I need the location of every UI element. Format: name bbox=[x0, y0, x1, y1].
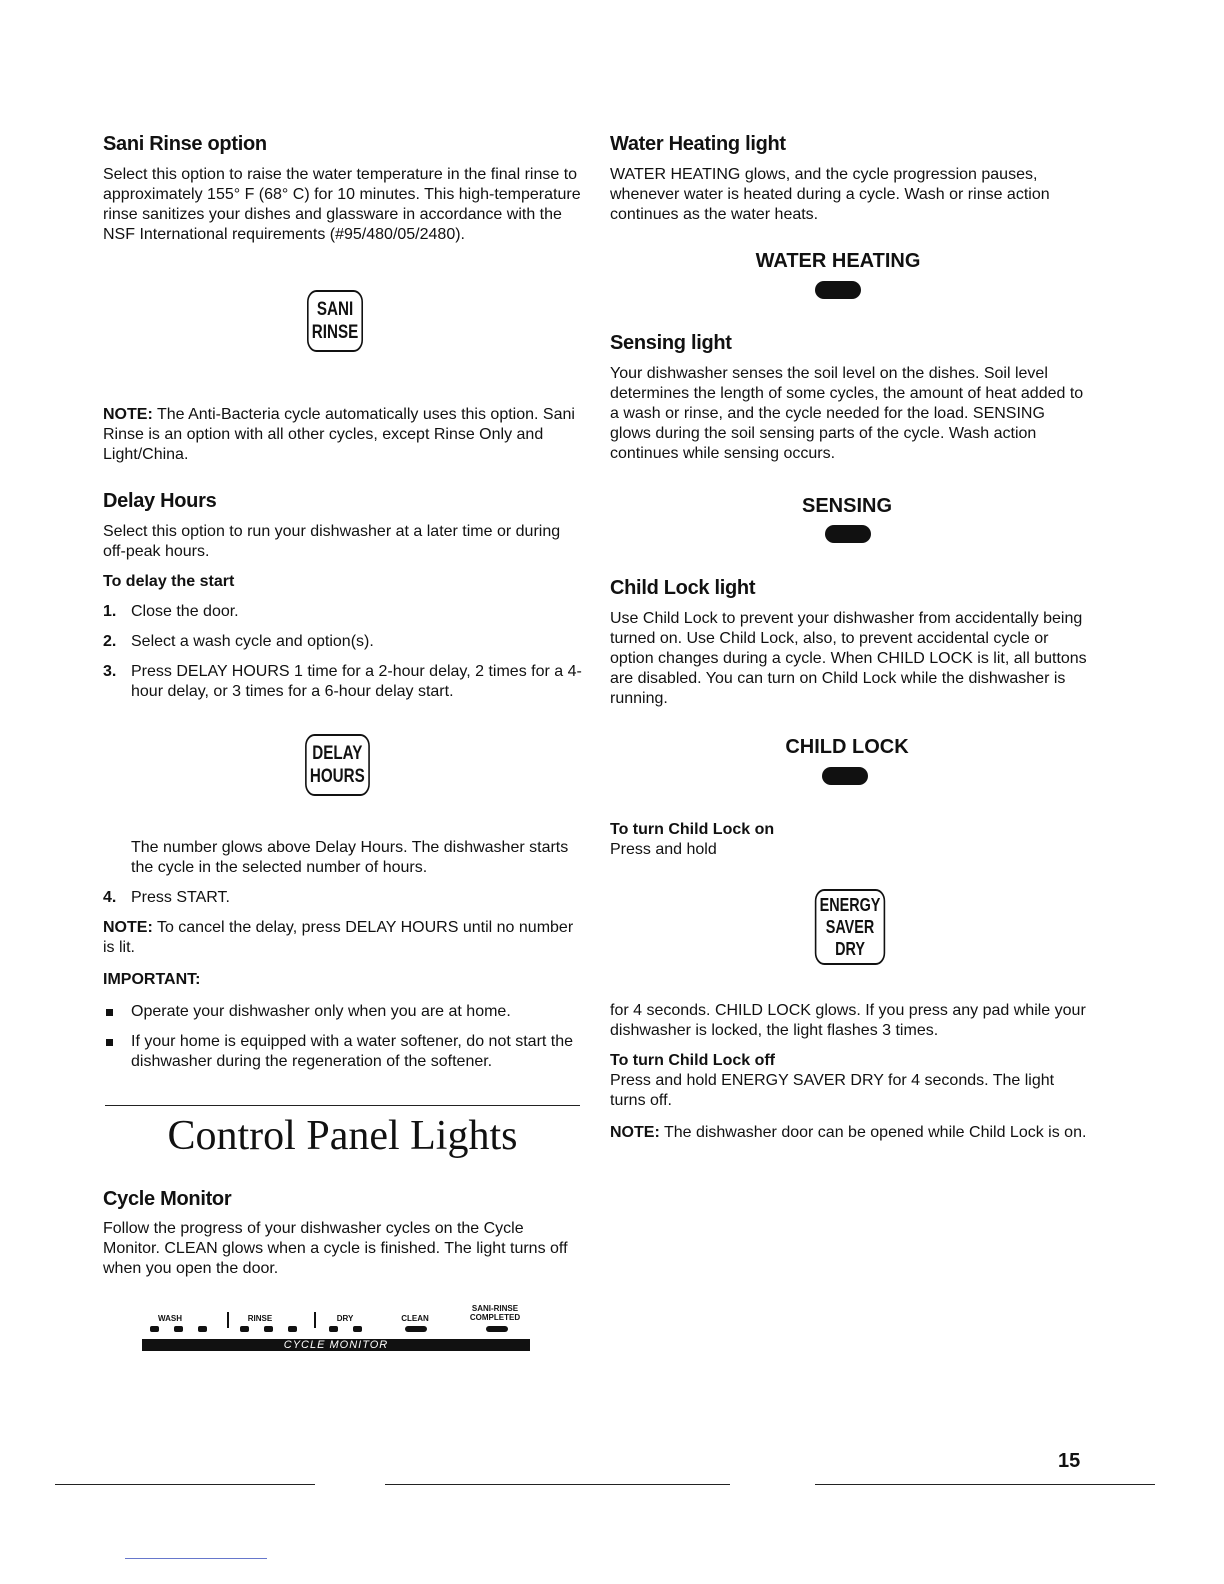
bullet-text: Operate your dishwasher only when you are at home. bbox=[131, 1003, 511, 1020]
energy-saver-dry-pad bbox=[815, 889, 885, 965]
pad-label: ENERGY bbox=[819, 895, 881, 915]
bullet-item bbox=[103, 1032, 583, 1072]
cm-label-line: COMPLETED bbox=[469, 1313, 521, 1322]
water-heating-label: WATER HEATING bbox=[755, 250, 921, 272]
note-text bbox=[103, 918, 583, 958]
step-number: 4. bbox=[103, 889, 117, 906]
step-number: 3. bbox=[103, 663, 117, 680]
sensing-light bbox=[825, 525, 871, 543]
body-text: for 4 seconds. CHILD LOCK glows. If you press any pad while your dishwasher is locked, the light flashes 3 times. bbox=[610, 1002, 1086, 1039]
pad-label: SAVER bbox=[825, 917, 875, 937]
footer-rule bbox=[385, 1484, 730, 1485]
body-text: Press and hold bbox=[610, 841, 717, 858]
delay-hours-section bbox=[103, 490, 583, 702]
note-body: To cancel the delay, press DELAY HOURS until no number is lit. bbox=[103, 919, 574, 956]
step-text: Press START. bbox=[131, 889, 230, 906]
note-label: NOTE: bbox=[610, 1124, 660, 1141]
pad-label: HOURS bbox=[309, 766, 365, 787]
child-lock-label: CHILD LOCK bbox=[785, 736, 909, 758]
body-text: WATER HEATING glows, and the cycle progression pauses, whenever water is heated during a cycle. Wash or rinse action continues as the water heats. bbox=[610, 166, 1050, 223]
page-section-title: Control Panel Lights bbox=[167, 1113, 518, 1159]
section-heading: Sensing light bbox=[610, 332, 732, 354]
sani-rinse-section bbox=[103, 133, 583, 245]
cm-label-sani-completed bbox=[460, 1304, 530, 1322]
body-text: Your dishwasher senses the soil level on the dishes. Soil level determines the length of some cycles, the amount of heat added to a wash or rinse, and the cycle needed for the load. SENSING glows during the soil sensing parts of the cycle. Wash action continues while sensing occurs. bbox=[610, 365, 1084, 462]
step bbox=[103, 602, 583, 622]
note-text bbox=[103, 405, 583, 465]
pad-label: DRY bbox=[835, 939, 865, 959]
dry-light bbox=[353, 1326, 362, 1332]
pad-label: SANI bbox=[316, 299, 354, 320]
important-label: IMPORTANT: bbox=[103, 971, 201, 988]
water-heating-section bbox=[610, 133, 1090, 225]
page-number: 15 bbox=[1058, 1450, 1081, 1472]
cm-label-rinse: RINSE bbox=[247, 1314, 273, 1323]
step bbox=[103, 662, 583, 702]
delay-continued bbox=[103, 838, 583, 1072]
separator bbox=[314, 1312, 316, 1328]
separator bbox=[227, 1312, 229, 1328]
section-heading: Water Heating light bbox=[610, 133, 786, 155]
child-lock-light bbox=[822, 767, 868, 785]
body-text: Select this option to raise the water temperature in the final rinse to approximately 155° F (68° C) for 10 minutes. This high-temperature rinse sanitizes your dishes and glassware in accordance with the NSF International requirements (#95/480/05/2480). bbox=[103, 166, 581, 243]
child-lock-continued bbox=[610, 1001, 1090, 1143]
step-text: Close the door. bbox=[131, 603, 239, 620]
body-text: Press and hold ENERGY SAVER DRY for 4 seconds. The light turns off. bbox=[610, 1072, 1055, 1109]
step-text: Select a wash cycle and option(s). bbox=[131, 633, 374, 650]
subheading: To delay the start bbox=[103, 573, 235, 590]
child-lock-section bbox=[610, 577, 1090, 709]
step-number: 2. bbox=[103, 633, 117, 650]
rinse-light bbox=[264, 1326, 273, 1332]
body-text: Select this option to run your dishwasher at a later time or during off-peak hours. bbox=[103, 523, 561, 560]
bullet-icon bbox=[103, 1032, 131, 1072]
step bbox=[103, 888, 583, 908]
clean-light bbox=[405, 1326, 427, 1332]
wash-light bbox=[174, 1326, 183, 1332]
bullet-text: If your home is equipped with a water softener, do not start the dishwasher during the regeneration of the softener. bbox=[131, 1033, 574, 1070]
bullet-icon bbox=[103, 1002, 131, 1022]
body-text: The number glows above Delay Hours. The dishwasher starts the cycle in the selected number of hours. bbox=[131, 839, 569, 876]
subheading: To turn Child Lock off bbox=[610, 1052, 776, 1069]
wash-light bbox=[150, 1326, 159, 1332]
note-body: The dishwasher door can be opened while Child Lock is on. bbox=[659, 1124, 1087, 1141]
rinse-light bbox=[288, 1326, 297, 1332]
step-number: 1. bbox=[103, 603, 117, 620]
pad-label: RINSE bbox=[311, 322, 359, 343]
footer-rule bbox=[815, 1484, 1155, 1485]
delay-hours-pad bbox=[305, 734, 370, 796]
sensing-section bbox=[610, 332, 1090, 464]
sani-completed-light bbox=[486, 1326, 508, 1332]
cm-label-wash: WASH bbox=[158, 1314, 182, 1323]
water-heating-light bbox=[815, 281, 861, 299]
bullet-item bbox=[103, 1002, 583, 1022]
step-text: Press DELAY HOURS 1 time for a 2-hour delay, 2 times for a 4-hour delay, or 3 times for a 6-hour delay start. bbox=[131, 663, 582, 700]
rinse-light bbox=[240, 1326, 249, 1332]
sensing-label: SENSING bbox=[801, 495, 893, 517]
divider bbox=[105, 1105, 580, 1106]
cycle-monitor-bar: CYCLE MONITOR bbox=[142, 1339, 530, 1351]
sani-rinse-pad bbox=[307, 290, 363, 352]
section-heading: Sani Rinse option bbox=[103, 133, 267, 155]
footer-rule bbox=[55, 1484, 315, 1485]
section-heading: Cycle Monitor bbox=[103, 1188, 232, 1210]
note-text bbox=[610, 1123, 1090, 1143]
wash-light bbox=[198, 1326, 207, 1332]
body-text: Use Child Lock to prevent your dishwasher from accidentally being turned on. Use Child Lock, also, to prevent accidental cycle or option changes during a cycle. When CHILD LOCK is lit, all buttons are disabled. You can turn on Child Lock while the dishwasher is running. bbox=[610, 610, 1087, 707]
note-label: NOTE: bbox=[103, 919, 153, 936]
child-lock-on bbox=[610, 820, 1090, 860]
subheading: To turn Child Lock on bbox=[610, 821, 775, 838]
cm-label-dry: DRY bbox=[336, 1314, 354, 1323]
section-heading: Delay Hours bbox=[103, 490, 217, 512]
cm-label-line: SANI-RINSE bbox=[471, 1304, 519, 1313]
cycle-monitor-section bbox=[103, 1188, 583, 1279]
section-heading: Child Lock light bbox=[610, 577, 756, 599]
scan-mark bbox=[125, 1558, 267, 1559]
dry-light bbox=[329, 1326, 338, 1332]
cm-label-clean: CLEAN bbox=[401, 1314, 429, 1323]
note-label: NOTE: bbox=[103, 406, 153, 423]
pad-label: DELAY bbox=[312, 743, 363, 764]
note-body: The Anti-Bacteria cycle automatically uses this option. Sani Rinse is an option with all other cycles, except Rinse Only and Light/China. bbox=[103, 406, 575, 463]
step bbox=[103, 632, 583, 652]
body-text: Follow the progress of your dishwasher cycles on the Cycle Monitor. CLEAN glows when a cycle is finished. The light turns off when you open the door. bbox=[103, 1220, 568, 1277]
